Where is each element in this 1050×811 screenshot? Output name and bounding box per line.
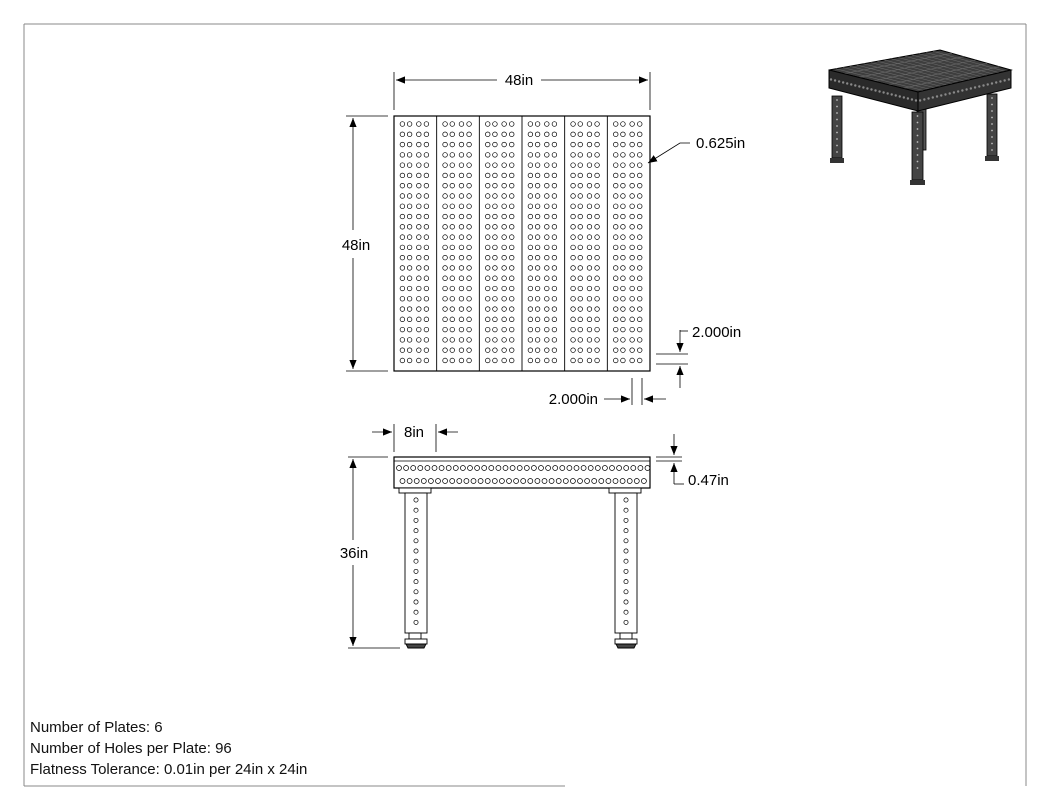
iso-leg-hole xyxy=(991,110,993,112)
iso-face-hole xyxy=(1003,79,1005,81)
iso-face-hole xyxy=(895,94,897,96)
isometric-view xyxy=(829,50,1011,185)
iso-leg-hole xyxy=(991,136,993,138)
iso-face-hole xyxy=(911,98,913,100)
iso-leg-hole xyxy=(991,123,993,125)
iso-face-hole xyxy=(919,99,921,101)
iso-face-hole xyxy=(838,80,840,82)
iso-face-hole xyxy=(866,87,868,89)
iso-face-hole xyxy=(846,82,848,84)
iso-face-hole xyxy=(995,81,997,83)
note-flatness-tolerance: Flatness Tolerance: 0.01in per 24in x 24in xyxy=(30,761,308,778)
iso-leg-hole xyxy=(917,161,919,163)
iso-face-hole xyxy=(903,96,905,98)
iso-face-hole xyxy=(886,92,888,94)
dim-hole-diameter xyxy=(648,143,690,163)
iso-face-hole xyxy=(915,99,917,101)
iso-leg-hole xyxy=(917,141,919,143)
iso-face-hole xyxy=(949,92,951,94)
iso-face-hole xyxy=(899,95,901,97)
iso-face-hole xyxy=(878,90,880,92)
iso-face-hole xyxy=(862,86,864,88)
iso-face-hole xyxy=(965,88,967,90)
dim-hole-spacing-horizontal xyxy=(604,378,666,405)
iso-face-hole xyxy=(974,86,976,88)
iso-face-hole xyxy=(936,95,938,97)
iso-face-hole xyxy=(870,88,872,90)
iso-face-hole xyxy=(842,81,844,83)
iso-leg-hole xyxy=(991,143,993,145)
iso-face-hole xyxy=(882,91,884,93)
iso-face-hole xyxy=(970,87,972,89)
iso-face-hole xyxy=(923,98,925,100)
iso-face-hole xyxy=(932,96,934,98)
iso-leg-hole xyxy=(836,151,838,153)
dim-hole-spacing-vertical-label: 2.000in xyxy=(692,324,742,341)
dim-edge-offset-label: 8in xyxy=(403,424,425,441)
dim-hole-spacing-vertical xyxy=(656,330,688,388)
iso-leg-hole xyxy=(917,167,919,169)
dim-hole-diameter-label: 0.625in xyxy=(696,135,746,152)
note-holes-per-plate: Number of Holes per Plate: 96 xyxy=(30,740,232,757)
dim-hole-spacing-horizontal-label: 2.000in xyxy=(548,391,598,408)
iso-face-hole xyxy=(874,89,876,91)
dim-plate-thickness-label: 0.47in xyxy=(688,472,729,489)
iso-face-hole xyxy=(1008,78,1010,80)
iso-face-hole xyxy=(858,85,860,87)
iso-leg-hole xyxy=(836,119,838,121)
dim-top-width-label: 48in xyxy=(504,72,534,89)
iso-face-hole xyxy=(953,91,955,93)
iso-leg-hole xyxy=(991,117,993,119)
iso-face-hole xyxy=(957,90,959,92)
iso-face-hole xyxy=(982,84,984,86)
iso-face-hole xyxy=(854,84,856,86)
dim-table-height-label: 36in xyxy=(339,545,369,562)
iso-face-hole xyxy=(944,93,946,95)
iso-leg-hole xyxy=(836,132,838,134)
top-view xyxy=(394,116,650,371)
iso-face-hole xyxy=(987,83,989,85)
iso-leg-hole xyxy=(836,125,838,127)
iso-leg-hole xyxy=(991,130,993,132)
iso-leg-hole xyxy=(836,99,838,101)
iso-leg-hole xyxy=(991,97,993,99)
iso-face-hole xyxy=(830,78,832,80)
iso-face-hole xyxy=(991,82,993,84)
iso-leg-hole xyxy=(917,148,919,150)
iso-face-hole xyxy=(891,93,893,95)
iso-leg-hole xyxy=(836,145,838,147)
note-number-of-plates: Number of Plates: 6 xyxy=(30,719,163,736)
iso-leg-hole xyxy=(917,128,919,130)
iso-leg-hole xyxy=(917,154,919,156)
iso-face-hole xyxy=(978,85,980,87)
iso-leg-hole xyxy=(836,138,838,140)
iso-face-hole xyxy=(907,97,909,99)
iso-face-hole xyxy=(850,83,852,85)
iso-leg-hole xyxy=(991,149,993,151)
iso-face-hole xyxy=(961,89,963,91)
iso-face-hole xyxy=(999,80,1001,82)
iso-leg-hole xyxy=(836,106,838,108)
iso-leg-hole xyxy=(836,112,838,114)
iso-leg-hole xyxy=(917,135,919,137)
dim-top-height-label: 48in xyxy=(341,237,371,254)
iso-face-hole xyxy=(834,79,836,81)
iso-leg-hole xyxy=(917,115,919,117)
iso-face-hole xyxy=(940,94,942,96)
side-view xyxy=(394,457,650,648)
dim-plate-thickness xyxy=(656,434,684,484)
iso-face-hole xyxy=(927,97,929,99)
iso-leg-hole xyxy=(917,122,919,124)
iso-leg-hole xyxy=(991,104,993,106)
